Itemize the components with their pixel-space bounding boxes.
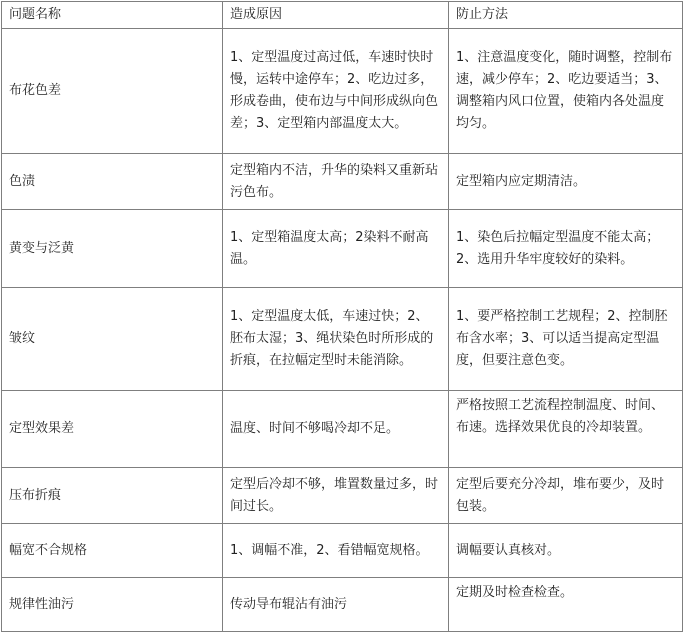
defect-table [1, 1, 683, 632]
table-row [2, 468, 683, 524]
table-row [2, 210, 683, 288]
problem-cell: 色渍 [2, 154, 223, 210]
cause-cell: 定型后冷却不够，堆置数量过多，时间过长。 [223, 468, 449, 524]
header-row [2, 2, 683, 29]
method-cell: 严格按照工艺流程控制温度、时间、布速。选择效果优良的冷却装置。 [449, 391, 683, 468]
table-row [2, 288, 683, 391]
header-problem: 问题名称 [2, 2, 223, 29]
cause-cell: 定型箱内不洁，升华的染料又重新玷污色布。 [223, 154, 449, 210]
cause-cell: 1、调幅不准，2、看错幅宽规格。 [223, 524, 449, 578]
method-cell: 1、注意温度变化，随时调整，控制布速，减少停车；2、吃边要适当；3、调整箱内风口位置，使箱内各处温度均匀。 [449, 29, 683, 154]
cause-cell: 温度、时间不够喝冷却不足。 [223, 391, 449, 468]
problem-cell: 黄变与泛黄 [2, 210, 223, 288]
problem-cell: 定型效果差 [2, 391, 223, 468]
cause-cell: 传动导布辊沾有油污 [223, 578, 449, 632]
method-cell: 定型后要充分冷却，堆布要少，及时包装。 [449, 468, 683, 524]
table-row [2, 29, 683, 154]
problem-cell: 皱纹 [2, 288, 223, 391]
method-cell: 定型箱内应定期清洁。 [449, 154, 683, 210]
header-method: 防止方法 [449, 2, 683, 29]
problem-cell: 幅宽不合规格 [2, 524, 223, 578]
method-cell: 调幅要认真核对。 [449, 524, 683, 578]
problem-cell: 布花色差 [2, 29, 223, 154]
cause-cell: 1、定型温度太低，车速过快；2、胚布太湿；3、绳状染色时所形成的折痕，在拉幅定型时未能消除。 [223, 288, 449, 391]
table-row [2, 391, 683, 468]
method-cell: 1、要严格控制工艺规程；2、控制胚布含水率；3、可以适当提高定型温度，但要注意色变。 [449, 288, 683, 391]
cause-cell: 1、定型温度过高过低，车速时快时慢，运转中途停车；2、吃边过多，形成卷曲，使布边与中间形成纵向色差；3、定型箱内部温度太大。 [223, 29, 449, 154]
table-row [2, 524, 683, 578]
table-row [2, 578, 683, 632]
method-cell: 定期及时检查检查。 [449, 578, 683, 632]
table-row [2, 154, 683, 210]
header-cause: 造成原因 [223, 2, 449, 29]
problem-cell: 压布折痕 [2, 468, 223, 524]
problem-cell: 规律性油污 [2, 578, 223, 632]
cause-cell: 1、定型箱温度太高；2染料不耐高温。 [223, 210, 449, 288]
method-cell: 1、染色后拉幅定型温度不能太高；2、选用升华牢度较好的染料。 [449, 210, 683, 288]
